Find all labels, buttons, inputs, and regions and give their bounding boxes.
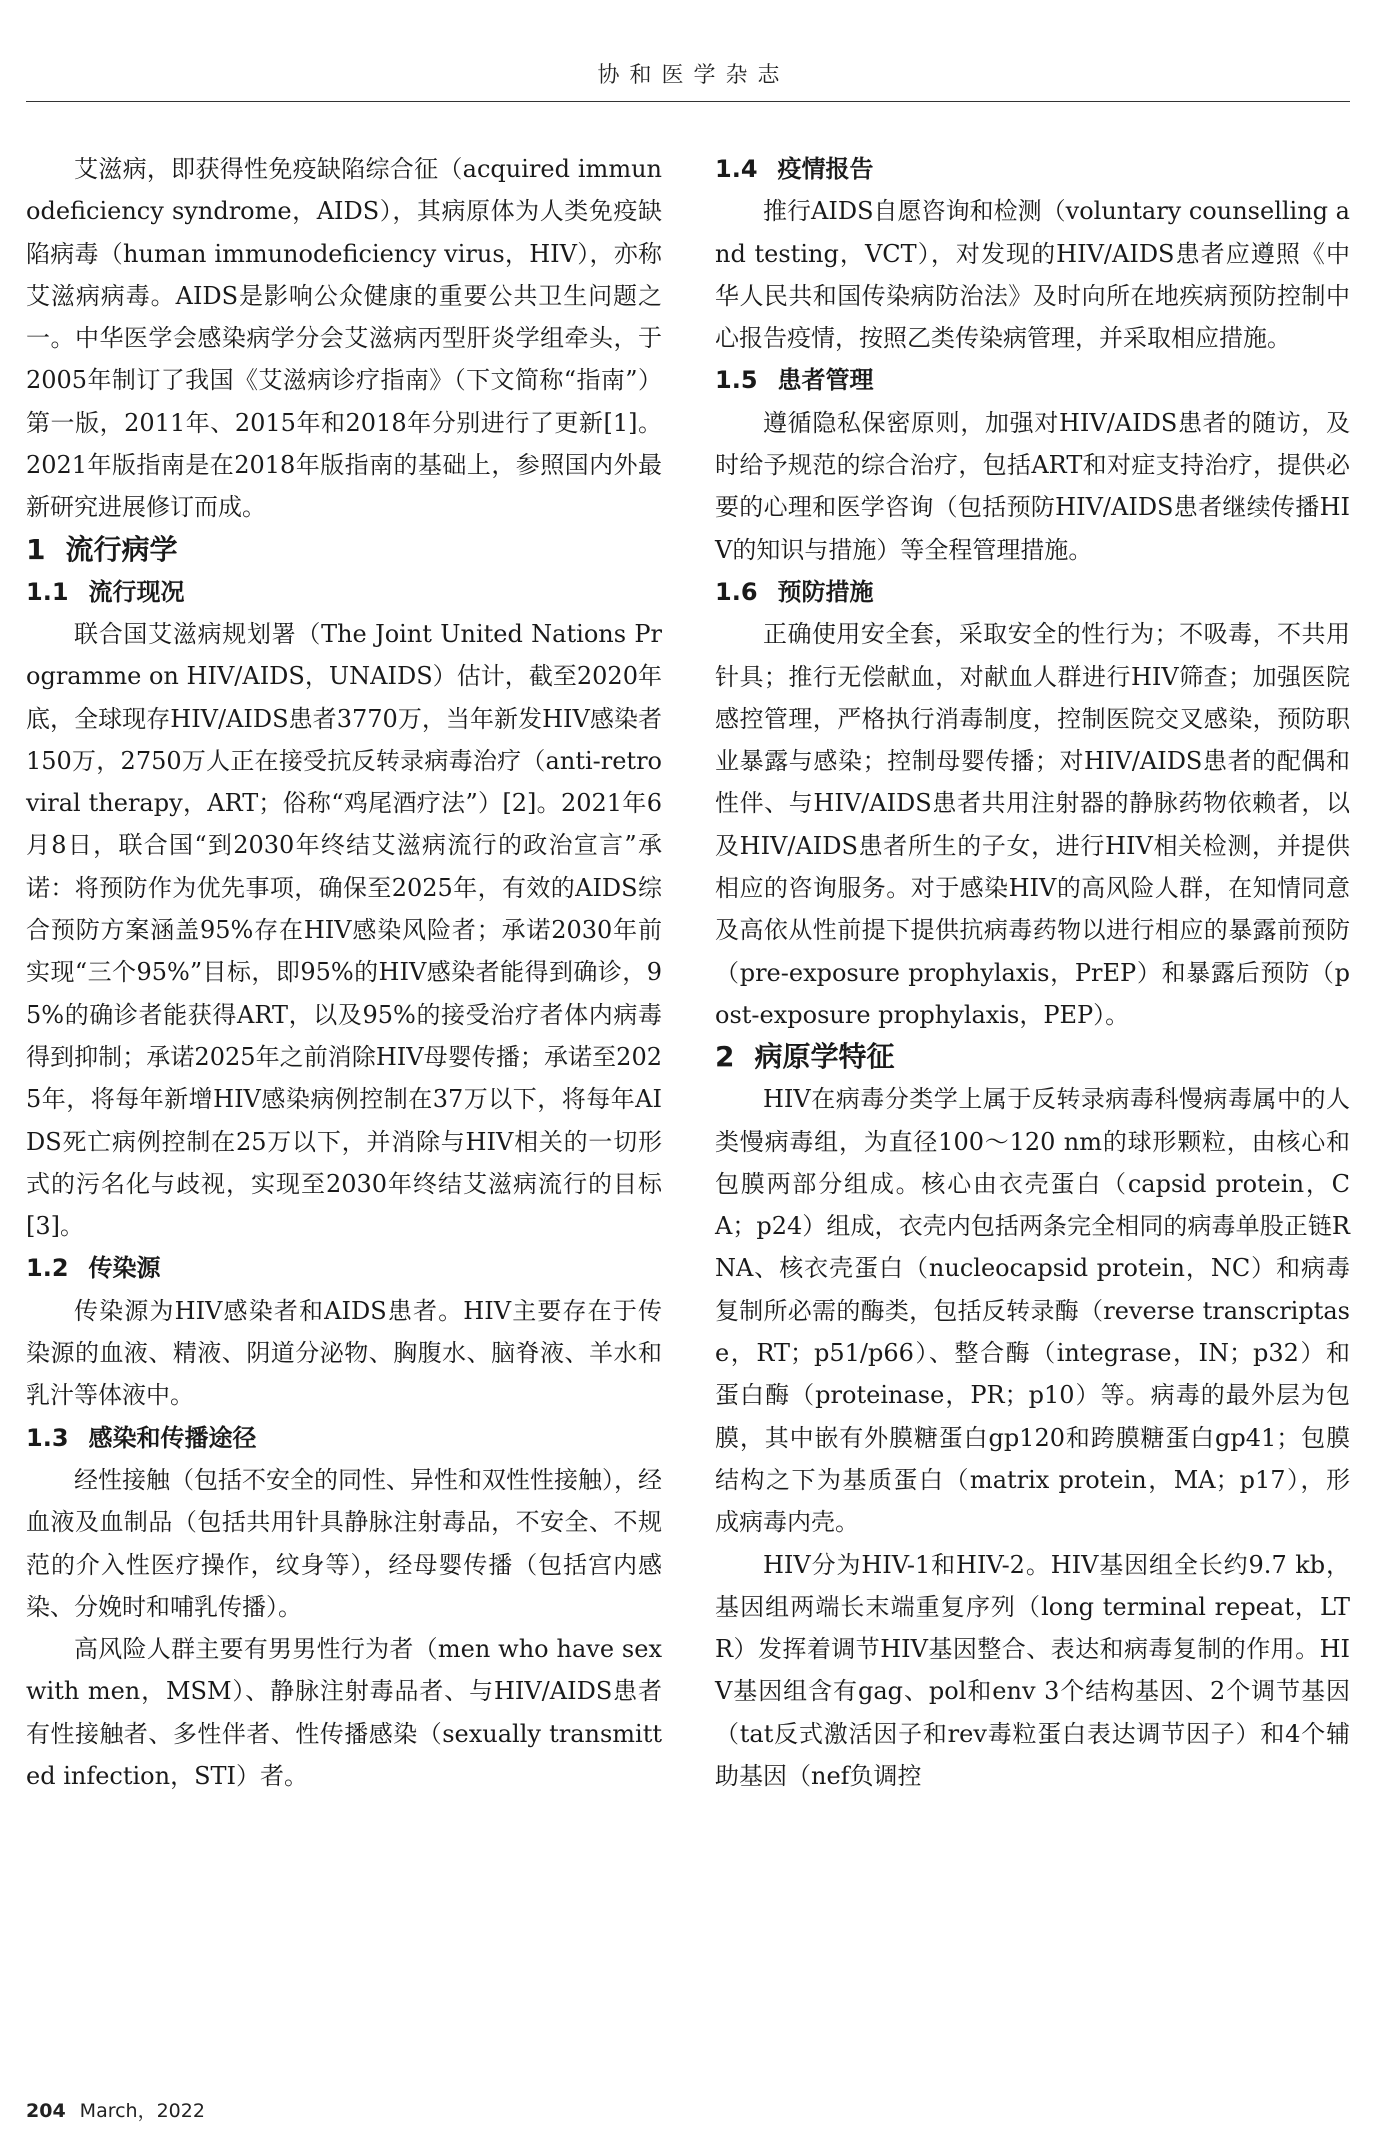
heading-number: 1 — [26, 532, 46, 566]
subsection-heading — [715, 359, 1350, 401]
heading-number: 1.5 — [715, 366, 758, 395]
heading-title: 预防措施 — [777, 577, 874, 606]
heading-title: 感染和传播途径 — [88, 1423, 257, 1452]
subsection-heading — [715, 148, 1350, 190]
subsection-heading — [26, 571, 662, 613]
page-footer — [26, 2096, 205, 2123]
body-paragraph: HIV在病毒分类学上属于反转录病毒科慢病毒属中的人类慢病毒组，为直径100～120 nm的球形颗粒，由核心和包膜两部分组成。核心由衣壳蛋白（capsid protein，CA；p24）组成，衣壳内包括两条完全相同的病毒单股正链RNA、核衣壳蛋白（nucleocapsid protein，NC）和病毒复制所必需的酶类，包括反转录酶（reverse transcriptase，RT；p51/p66）、整合酶（integrase，IN；p32）和蛋白酶（proteinase，PR；p10）等。病毒的最外层为包膜，其中嵌有外膜糖蛋白gp120和跨膜糖蛋白gp41；包膜结构之下为基质蛋白（matrix protein，MA；p17），形成病毒内壳。 — [715, 1085, 1350, 1537]
left-column — [26, 148, 662, 1797]
body-paragraph: 传染源为HIV感染者和AIDS患者。HIV主要存在于传染源的血液、精液、阴道分泌物、胸腹水、脑脊液、羊水和乳汁等体液中。 — [26, 1296, 662, 1410]
heading-title: 流行病学 — [65, 532, 178, 566]
body-paragraph: 遵循隐私保密原则，加强对HIV/AIDS患者的随访，及时给予规范的综合治疗，包括ART和对症支持治疗，提供必要的心理和医学咨询（包括预防HIV/AIDS患者继续传播HIV的知识与措施）等全程管理措施。 — [715, 408, 1350, 564]
body-paragraph: 经性接触（包括不安全的同性、异性和双性性接触），经血液及血制品（包括共用针具静脉注射毒品，不安全、不规范的介入性医疗操作，纹身等），经母婴传播（包括宫内感染、分娩时和哺乳传播）。 — [26, 1465, 662, 1621]
subsection-heading — [26, 1247, 662, 1289]
subsection-heading — [26, 1417, 662, 1459]
page-number: 204 — [26, 2100, 66, 2122]
body-paragraph: 正确使用安全套，采取安全的性行为；不吸毒，不共用针具；推行无偿献血，对献血人群进行HIV筛查；加强医院感控管理，严格执行消毒制度，控制医院交叉感染，预防职业暴露与感染；控制母婴传播；对HIV/AIDS患者的配偶和性伴、与HIV/AIDS患者共用注射器的静脉药物依赖者，以及HIV/AIDS患者所生的子女，进行HIV相关检测，并提供相应的咨询服务。对于感染HIV的高风险人群，在知情同意及高依从性前提下提供抗病毒药物以进行相应的暴露前预防（pre-exposure prophylaxis，PrEP）和暴露后预防（post-exposure prophylaxis，PEP）。 — [715, 620, 1350, 1029]
heading-number: 2 — [715, 1040, 735, 1074]
section-heading — [715, 1036, 1350, 1078]
heading-title: 疫情报告 — [777, 155, 874, 183]
heading-title: 传染源 — [88, 1254, 161, 1283]
heading-title: 患者管理 — [777, 366, 874, 395]
body-paragraph: 推行AIDS自愿咨询和检测（voluntary counselling and testing，VCT），对发现的HIV/AIDS患者应遵照《中华人民共和国传染病防治法》及时向所在地疾病预防控制中心报告疫情，按照乙类传染病管理，并采取相应措施。 — [715, 197, 1350, 353]
right-column — [715, 148, 1350, 1797]
heading-number: 1.4 — [715, 155, 758, 183]
journal-header-title: 协和医学杂志 — [597, 63, 790, 88]
heading-number: 1.2 — [26, 1254, 69, 1283]
heading-number: 1.3 — [26, 1423, 69, 1452]
subsection-heading — [715, 571, 1350, 613]
heading-number: 1.6 — [715, 577, 758, 606]
issue-date: March，2022 — [79, 2100, 205, 2122]
heading-title: 病原学特征 — [754, 1040, 895, 1074]
body-paragraph: 艾滋病，即获得性免疫缺陷综合征（acquired immunodeficiency syndrome，AIDS），其病原体为人类免疫缺陷病毒（human immunodeficiency virus，HIV），亦称艾滋病病毒。AIDS是影响公众健康的重要公共卫生问题之一。中华医学会感染病学分会艾滋病丙型肝炎学组牵头，于2005年制订了我国《艾滋病诊疗指南》（下文简称“指南”）第一版，2011年、2015年和2018年分别进行了更新[1]。2021年版指南是在2018年版指南的基础上，参照国内外最新研究进展修订而成。 — [26, 155, 662, 522]
body-paragraph: 高风险人群主要有男男性行为者（men who have sex with men，MSM）、静脉注射毒品者、与HIV/AIDS患者有性接触者、多性伴者、性传播感染（sexually transmitted infection，STI）者。 — [26, 1635, 662, 1790]
heading-number: 1.1 — [26, 577, 69, 606]
body-paragraph: HIV分为HIV-1和HIV-2。HIV基因组全长约9.7 kb，基因组两端长末端重复序列（long terminal repeat，LTR）发挥着调节HIV基因整合、表达和病毒复制的作用。HIV基因组含有gag、pol和env 3个结构基因、2个调节基因（tat反式激活因子和rev毒粒蛋白表达调节因子）和4个辅助基因（nef负调控 — [715, 1550, 1350, 1790]
header-rule — [26, 101, 1350, 102]
heading-title: 流行现况 — [88, 577, 185, 606]
section-heading — [26, 529, 662, 571]
body-paragraph: 联合国艾滋病规划署（The Joint United Nations Programme on HIV/AIDS，UNAIDS）估计，截至2020年底，全球现存HIV/AIDS患者3770万，当年新发HIV感染者150万，2750万人正在接受抗反转录病毒治疗（anti-retroviral therapy，ART；俗称“鸡尾酒疗法”）[2]。2021年6月8日，联合国“到2030年终结艾滋病流行的政治宣言”承诺：将预防作为优先事项，确保至2025年，有效的AIDS综合预防方案涵盖95%存在HIV感染风险者；承诺2030年前实现“三个95%”目标，即95%的HIV感染者能得到确诊，95%的确诊者能获得ART，以及95%的接受治疗者体内病毒得到抑制；承诺2025年之前消除HIV母婴传播；承诺至2025年，将每年新增HIV感染病例控制在37万以下，将每年AIDS死亡病例控制在25万以下，并消除与HIV相关的一切形式的污名化与歧视，实现至2030年终结艾滋病流行的目标[3]。 — [26, 619, 662, 1241]
